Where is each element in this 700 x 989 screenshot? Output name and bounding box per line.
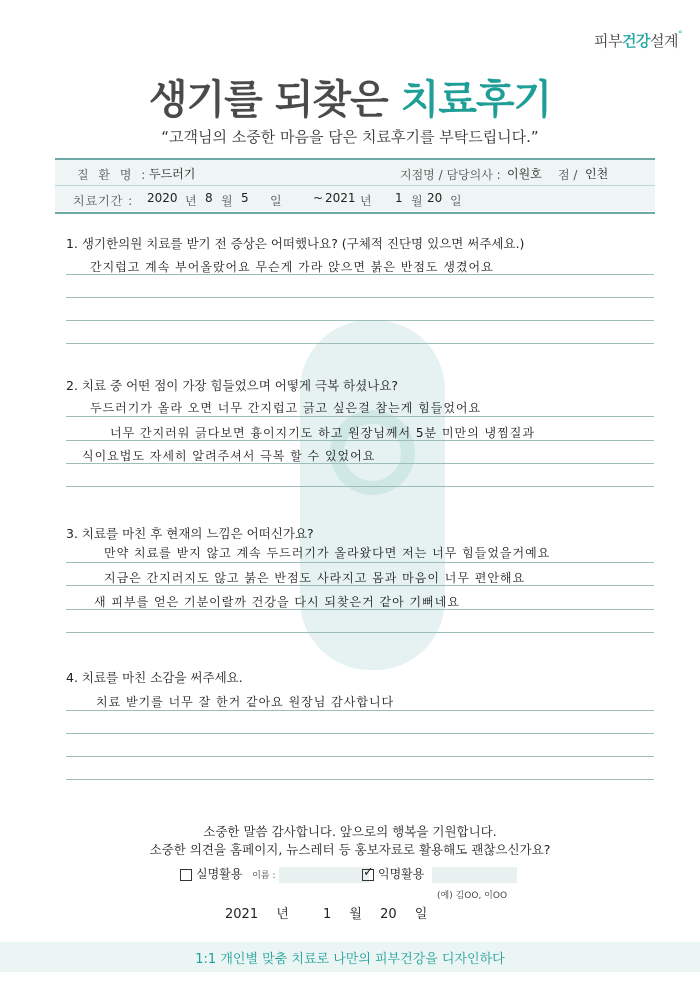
answer-line (66, 609, 654, 610)
answer-3-line-3: 새 피부를 얻은 기분이랄까 건강을 다시 되찾은거 같아 기뻐네요 (94, 595, 460, 609)
answer-line (66, 440, 654, 441)
info-box (55, 158, 655, 214)
answer-line (66, 343, 654, 344)
answer-line (66, 585, 654, 586)
real-name-checkbox[interactable] (180, 869, 192, 881)
answer-2-line-1: 두드러기가 올라 오면 너무 간지럽고 긁고 싶은걸 참는게 힘들었어요 (90, 401, 482, 415)
start-year: 2020 (147, 191, 178, 205)
brand-logo (594, 30, 682, 51)
end-year-unit: 년 (360, 194, 372, 208)
brand-dot-icon: ° (678, 30, 682, 40)
start-month-unit: 월 (221, 194, 233, 208)
start-day: 5 (241, 191, 249, 205)
disease-label: 질 환 명 : (77, 168, 149, 182)
branch-value: 인천 (585, 167, 609, 181)
answer-line (66, 416, 654, 417)
date-year-unit: 년 (276, 907, 289, 922)
brand-prefix: 피부 (594, 32, 623, 50)
real-name-label: 실명활용 (196, 867, 243, 881)
info-row-disease (55, 160, 655, 186)
answer-4-line-1: 치료 받기를 너무 잘 한거 같아요 원장님 감사합니다 (96, 695, 395, 709)
branch-label: 지점명 / 담당의사 : (400, 168, 501, 182)
answer-line (66, 297, 654, 298)
answer-3-line-2: 지금은 간지러지도 않고 붉은 반점도 사라지고 몸과 마음이 너무 편안해요 (104, 571, 526, 585)
name-label: 이름 : (252, 871, 276, 881)
answer-2-line-2: 너무 간지러워 긁다보면 흉이지기도 하고 원장님께서 5분 미만의 냉찜질과 (110, 426, 535, 440)
date-month: 1 (322, 907, 332, 922)
closing-consent-question: 소중한 의견을 홈페이지, 뉴스레터 등 홍보자료로 활용해도 괜찮으신가요? (149, 842, 551, 857)
start-day-unit: 일 (270, 194, 282, 208)
end-year: 2021 (325, 191, 356, 205)
anonymous-field[interactable] (432, 867, 517, 883)
page-title (0, 68, 700, 125)
answer-line (66, 274, 654, 275)
date-month-unit: 월 (349, 907, 362, 922)
disease-value: 두드러기 (149, 167, 196, 181)
answer-line (66, 562, 654, 563)
date-day-unit: 일 (414, 907, 428, 922)
branch-suffix: 점 / (558, 168, 578, 182)
anonymous-checkbox[interactable] (362, 864, 374, 881)
end-month: 1 (395, 191, 403, 205)
answer-line (66, 779, 654, 780)
footer-slogan: 1:1 개인별 맞춤 치료로 나만의 피부건강을 디자인하다 (195, 952, 505, 967)
answer-line (66, 632, 654, 633)
name-field[interactable] (279, 867, 369, 883)
question-4: 4. 치료를 마친 소감을 써주세요. (66, 670, 243, 685)
answer-2-line-3: 식이요법도 자세히 알려주셔서 극복 할 수 있었어요 (82, 449, 376, 463)
anonymous-label: 익명활용 (378, 867, 425, 881)
question-2: 2. 치료 중 어떤 점이 가장 힘들었으며 어떻게 극복 하셨나요? (66, 378, 399, 393)
closing-thanks: 소중한 말씀 감사합니다. 앞으로의 행복을 기원합니다. (203, 824, 497, 839)
period-tilde: ~ (313, 191, 324, 205)
date-year: 2021 (225, 907, 259, 922)
info-row-period (55, 186, 655, 211)
answer-3-line-1: 만약 치료를 받지 않고 계속 두드러기가 올라왔다면 저는 너무 힘들었을거예요 (104, 546, 551, 560)
brand-suffix: 설계 (650, 32, 678, 50)
real-name-option[interactable] (180, 865, 369, 883)
watermark-logo (300, 320, 445, 670)
doctor-value: 이원호 (507, 167, 542, 181)
question-1: 1. 생기한의원 치료를 받기 전 증상은 어떠했나요? (구체적 진단명 있으면 써주세요.) (66, 236, 525, 251)
anonymous-option[interactable] (362, 865, 517, 883)
signature-date (225, 903, 427, 922)
answer-line (66, 733, 654, 734)
title-accent: 치료후기 (400, 77, 552, 123)
date-day: 20 (380, 907, 397, 922)
check-mark-icon: ✓ (363, 864, 374, 880)
start-year-unit: 년 (185, 194, 197, 208)
end-day: 20 (427, 191, 443, 205)
name-example: (예) 김OO, 이OO (437, 891, 508, 901)
end-month-unit: 월 (411, 194, 423, 208)
page-subtitle: “고객님의 소중한 마음을 담은 치료후기를 부탁드립니다.” (161, 128, 539, 146)
answer-line (66, 463, 654, 464)
end-day-unit: 일 (450, 194, 462, 208)
answer-line (66, 756, 654, 757)
start-month: 8 (205, 191, 213, 205)
question-3: 3. 치료를 마친 후 현재의 느낌은 어떠신가요? (66, 526, 314, 541)
answer-line (66, 320, 654, 321)
title-main: 생기를 되찾은 (148, 77, 401, 123)
period-label: 치료기간 : (73, 194, 134, 208)
answer-line (66, 710, 654, 711)
answer-line (66, 486, 654, 487)
brand-accent: 건강 (622, 32, 651, 50)
answer-1-line-1: 간지럽고 계속 부어올랐어요 무슨게 가라 앉으면 붉은 반점도 생겼어요 (90, 260, 494, 274)
